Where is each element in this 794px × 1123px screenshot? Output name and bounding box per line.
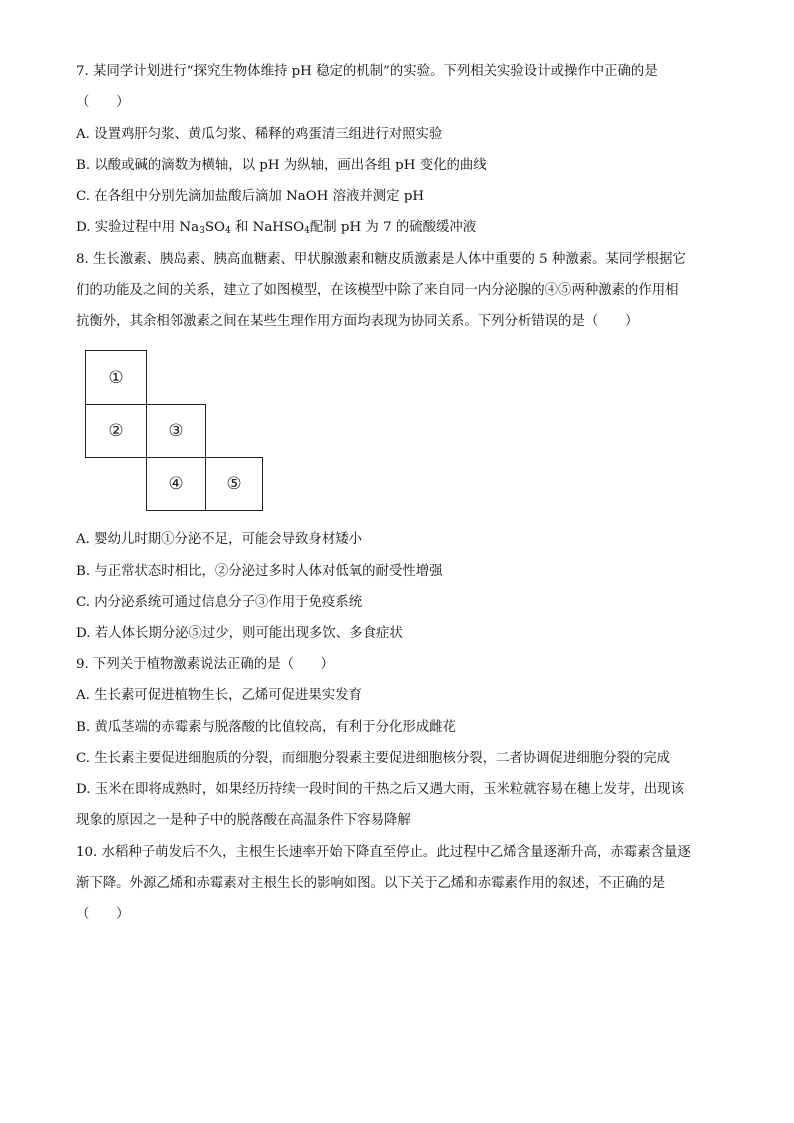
figure-cell-5: ⑤ <box>205 457 263 511</box>
q7-option-d <box>76 218 476 238</box>
figure-cell-1: ① <box>85 350 147 405</box>
q9-option-d-line1: D. 玉米在即将成熟时，如果经历持续一段时间的干热之后又遇大雨，玉米粒就容易在穗上发芽，出现该 <box>76 782 684 797</box>
q7-d-sub2: 4 <box>224 226 231 236</box>
q8-option-b: B. 与正常状态时相比，②分泌过多时人体对低氧的耐受性增强 <box>76 564 443 579</box>
q7-d-sub3: 4 <box>304 226 310 236</box>
q8-option-a: A. 婴幼儿时期①分泌不足，可能会导致身材矮小 <box>76 532 362 547</box>
q7-option-a: A. 设置鸡肝匀浆、黄瓜匀浆、稀释的鸡蛋清三组进行对照实验 <box>76 127 443 142</box>
q7-d-sub1: 3 <box>199 226 205 236</box>
q8-option-d: D. 若人体长期分泌⑤过少，则可能出现多饮、多食症状 <box>76 626 403 641</box>
figure-cell-3: ③ <box>146 404 206 458</box>
q9-option-a: A. 生长素可促进植物生长，乙烯可促进果实发育 <box>76 688 362 703</box>
q10-blank: （ ） <box>76 907 130 922</box>
q9-stem: 9. 下列关于植物激素说法正确的是（ ） <box>76 657 335 672</box>
q8-stem-line2: 们的功能及之间的关系，建立了如图模型，在该模型中除了来自同一内分泌腺的④⑤两种激素的作用相 <box>76 283 679 298</box>
figure-cell-2: ② <box>85 404 147 458</box>
q10-stem-line2: 渐下降。外源乙烯和赤霉素对主根生长的影响如图。以下关于乙烯和赤霉素作用的叙述，不正确的是 <box>76 876 666 891</box>
q9-option-c: C. 生长素主要促进细胞质的分裂，而细胞分裂素主要促进细胞核分裂，二者协调促进细胞分裂的完成 <box>76 751 671 766</box>
q7-blank: （ ） <box>76 95 130 110</box>
q8-option-c: C. 内分泌系统可通过信息分子③作用于免疫系统 <box>76 595 363 610</box>
q7-d-mid2: 和 NaHSO <box>230 220 305 235</box>
q7-d-post: 配制 pH 为 7 的硫酸缓冲液 <box>309 220 477 235</box>
q7-option-b: B. 以酸或碱的滴数为横轴，以 pH 为纵轴，画出各组 pH 变化的曲线 <box>76 158 487 173</box>
figure-cell-4: ④ <box>146 457 206 511</box>
q9-option-b: B. 黄瓜茎端的赤霉素与脱落酸的比值较高，有利于分化形成雌花 <box>76 720 456 735</box>
hormone-model-figure <box>85 350 265 512</box>
q9-option-d-line2: 现象的原因之一是种子中的脱落酸在高温条件下容易降解 <box>76 813 411 828</box>
q8-stem-line3: 抗衡外，其余相邻激素之间在某些生理作用方面均表现为协同关系。下列分析错误的是（ ） <box>76 314 639 329</box>
q7-stem: 7. 某同学计划进行“探究生物体维持 pH 稳定的机制”的实验。下列相关实验设计或操作中正确的是 <box>76 64 658 79</box>
q7-d-pre: D. 实验过程中用 Na <box>76 220 200 235</box>
q10-stem-line1: 10. 水稻种子萌发后不久，主根生长速率开始下降直至停止。此过程中乙烯含量逐渐升高，赤霉素含量逐 <box>76 845 691 860</box>
q7-option-c: C. 在各组中分别先滴加盐酸后滴加 NaOH 溶液并测定 pH <box>76 189 425 204</box>
q7-d-mid1: SO <box>204 220 225 235</box>
q8-stem-line1: 8. 生长激素、胰岛素、胰高血糖素、甲状腺激素和糖皮质激素是人体中重要的 5 种激素。某同学根据它 <box>76 252 686 267</box>
